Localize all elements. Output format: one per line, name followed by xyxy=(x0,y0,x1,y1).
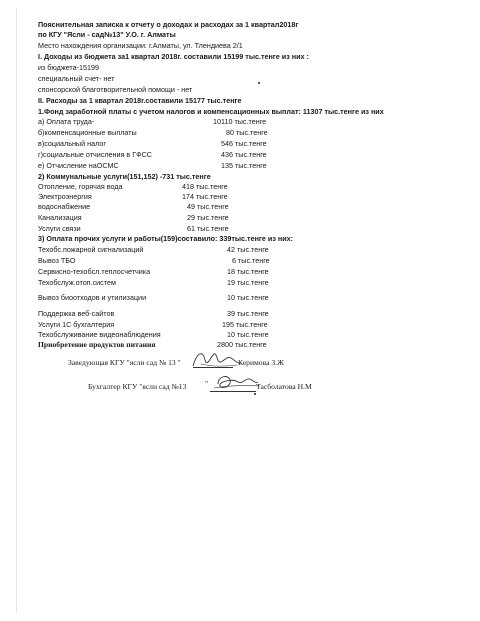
payroll-item-label: а) Оплата труда- xyxy=(38,117,95,126)
food-purchase-label: Приобретение продуктов питания xyxy=(38,340,156,349)
other-item-label: Услуги 1С бухгалтерия xyxy=(38,320,115,329)
other-item-amount: 19 тыс.тенге xyxy=(227,278,269,287)
other-item-label: Сервисно-техобсл.теплосчетчика xyxy=(38,267,151,276)
other-item-amount: 39 тыс.тенге xyxy=(227,309,269,318)
other-item-label: Техобс.пожарной сигнализаций xyxy=(38,245,144,254)
other-item-label: Техобслуживание видеонаблюдения xyxy=(38,330,161,339)
utility-item-amount: 29 тыс.тенге xyxy=(187,213,229,222)
head-signature-label: Заведующая КГУ "ясли сад № 13 " xyxy=(68,358,181,367)
other-services-heading: 3) Оплата прочих услуги и работы(159)составило: 339тыс.тенге из них: xyxy=(38,234,294,243)
payroll-item-amount: 135 тыс.тенге xyxy=(221,161,267,170)
document-title: Пояснительная записка к отчету о доходах и расходах за 1 квартал2018г xyxy=(38,20,299,29)
utility-item-amount: 174 тыс.тенге xyxy=(182,192,228,201)
scan-speck xyxy=(254,393,256,395)
utility-item-label: водоснабжение xyxy=(38,202,91,211)
expenses-heading: II. Расходы за 1 квартал 2018г.составили 15177 тыс.тенге xyxy=(38,96,242,105)
food-purchase-amount: 2800 тыс.тенге xyxy=(217,340,267,349)
income-item: спонсорской благотворительной помощи - нет xyxy=(38,85,193,94)
head-name: Керимова З.Ж xyxy=(238,358,284,367)
utility-item-label: Канализация xyxy=(38,213,82,222)
payroll-item-amount: 80 тыс.тенге xyxy=(226,128,268,137)
utility-item-amount: 61 тыс.тенге xyxy=(187,224,229,233)
payroll-item-amount: 436 тыс.тенге xyxy=(221,150,267,159)
other-item-label: Поддержка веб-сайтов xyxy=(38,309,115,318)
payroll-item-label: г)социальные отчисления в ГФСС xyxy=(38,150,152,159)
payroll-item-label: е) Отчисление наОСМС xyxy=(38,161,119,170)
payroll-item-label: б)компенсационные выплаты xyxy=(38,128,137,137)
other-item-label: Вывоз биоотходов и утилизации xyxy=(38,293,147,302)
payroll-heading: 1.Фонд заработной платы с учетом налогов и компенсационных выплат: 11307 тыс.тенге из них xyxy=(38,107,384,116)
other-item-amount: 195 тыс.тенге xyxy=(222,320,268,329)
utility-item-amount: 49 тыс.тенге xyxy=(187,202,229,211)
payroll-item-label: в)социальный налог xyxy=(38,139,106,148)
other-item-amount: 18 тыс.тенге xyxy=(227,267,269,276)
utility-item-label: Электроэнергия xyxy=(38,192,92,201)
income-item: из бюджета-15199 xyxy=(38,63,100,72)
payroll-item-amount: 10110 тыс.тенге xyxy=(213,117,267,126)
other-item-amount: 10 тыс.тенге xyxy=(227,293,269,302)
income-heading: I. Доходы из бюджета за1 квартал 2018г. составили 15199 тыс.тенге из них : xyxy=(38,52,309,61)
other-item-amount: 6 тыс.тенге xyxy=(232,256,270,265)
other-item-label: Вывоз ТБО xyxy=(38,256,76,265)
document-subtitle: по КГУ "Ясли - сад№13" У.О. г. Алматы xyxy=(38,30,176,39)
utility-item-label: Отопление, горячая вода xyxy=(38,182,123,191)
accountant-quote-mark: " xyxy=(205,379,209,388)
utility-item-amount: 418 тыс.тенге xyxy=(182,182,228,191)
organization-location: Место нахождения организации: г.Алматы, ул. Тлендиева 2/1 xyxy=(38,41,243,50)
income-item: специальный счет- нет xyxy=(38,74,115,83)
utility-item-label: Услуги связи xyxy=(38,224,81,233)
utilities-heading: 2) Коммунальные услуги(151,152) -731 тыс.тенге xyxy=(38,172,211,181)
other-item-label: Техобслуж.отоп.систем xyxy=(38,278,116,287)
payroll-item-amount: 546 тыс.тенге xyxy=(221,139,267,148)
other-item-amount: 42 тыс.тенге xyxy=(227,245,269,254)
accountant-name: Тасболатова Н.М xyxy=(256,382,312,391)
accountant-signature-label: Бухгалтер КГУ "ясли сад №13 xyxy=(88,382,187,391)
scan-speck xyxy=(258,82,260,84)
other-item-amount: 10 тыс.тенге xyxy=(227,330,269,339)
